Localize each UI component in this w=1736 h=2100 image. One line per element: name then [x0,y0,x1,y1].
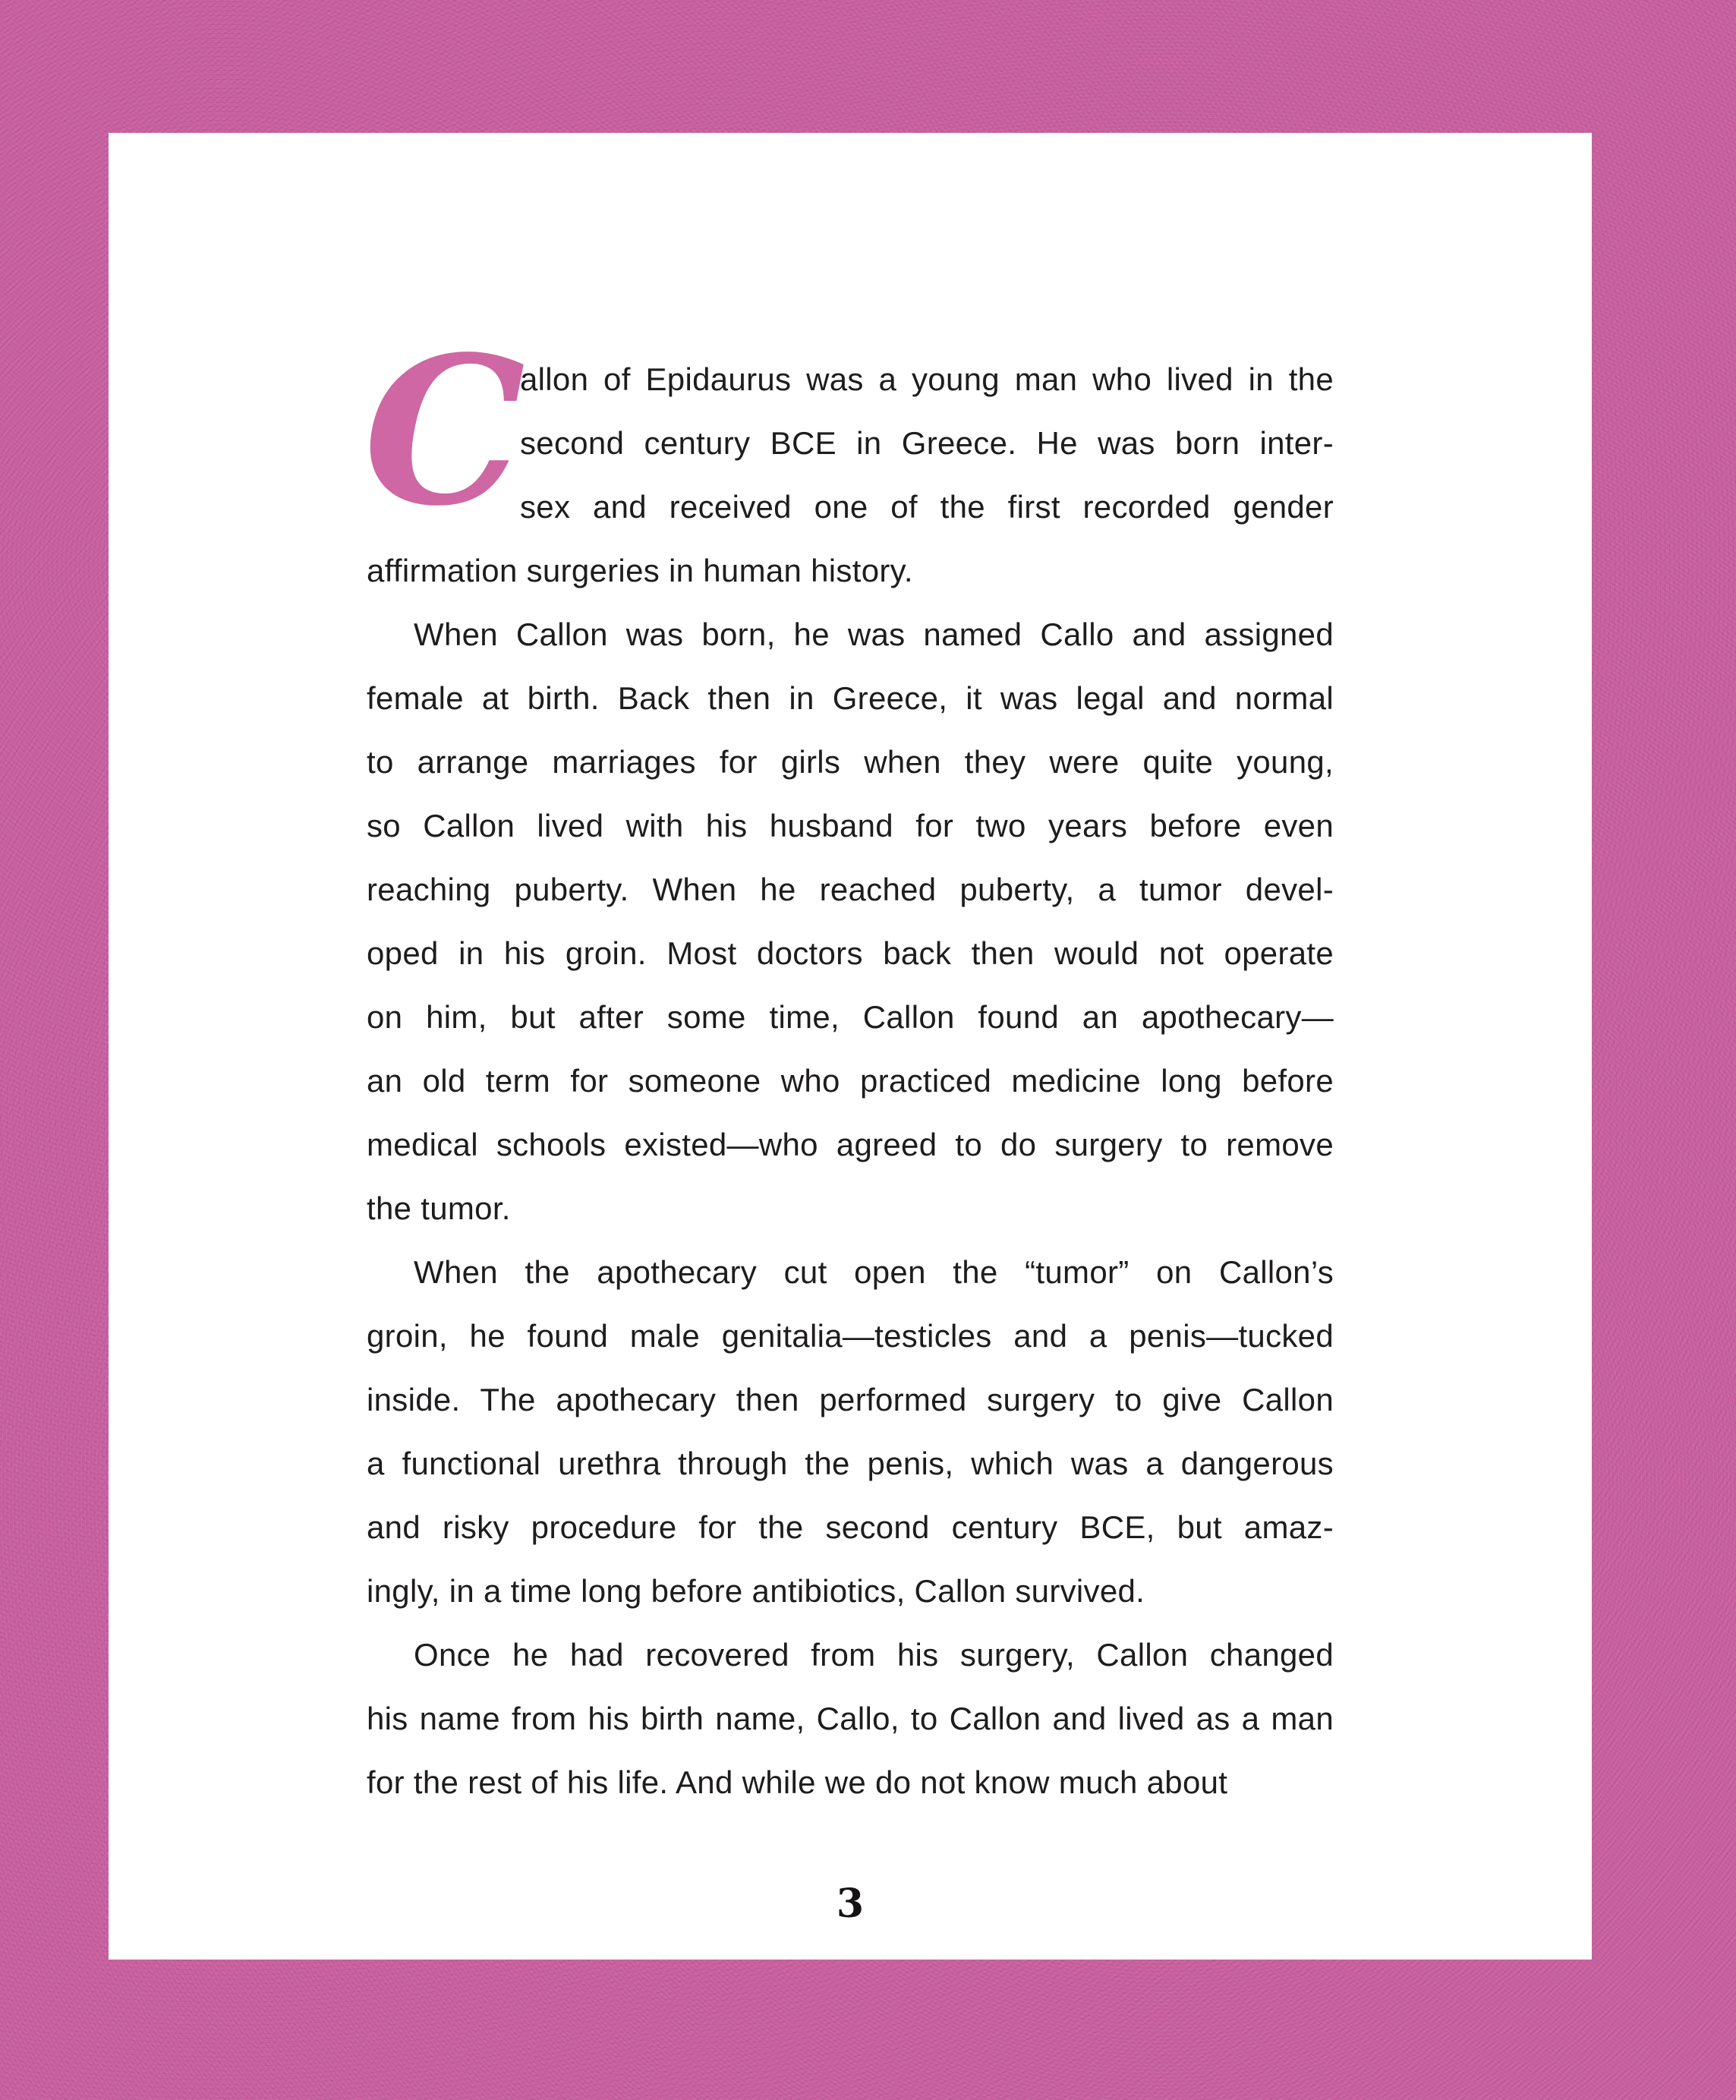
text-line: second century BCE in Greece. He was born inter- [520,425,1334,461]
text-line: to arrange marriages for girls when they were quite young, [367,744,1334,780]
paragraph-surgery [367,1241,1334,1623]
text-line: female at birth. Back then in Greece, it was legal and normal [367,680,1334,716]
text-line: groin, he found male genitalia—testicles and a penis—tucked [367,1318,1334,1354]
text-line: the tumor. [367,1190,511,1226]
text-line: affirmation surgeries in human history. [367,553,913,588]
text-line: ingly, in a time long before antibiotics, Callon survived. [367,1573,1145,1609]
page-text [364,312,1334,1815]
text-line: inside. The apothecary then performed surgery to give Callon [367,1382,1334,1417]
text-line: When Callon was born, he was named Callo and assigned [414,616,1334,652]
text-line: a functional urethra through the penis, which was a dangerous [367,1446,1334,1481]
paragraph-birth [367,603,1334,1241]
book-page [109,133,1592,1960]
text-line: reaching puberty. When he reached puberty, a tumor devel- [367,872,1334,907]
paragraph-opening [364,312,1334,603]
text-line: When the apothecary cut open the “tumor” on Callon’s [414,1254,1334,1290]
text-line: for the rest of his life. And while we do not know much about [367,1764,1228,1800]
drop-cap-letter: C [364,312,526,551]
text-line: oped in his groin. Most doctors back then would not operate [367,935,1334,971]
text-line: medical schools existed—who agreed to do surgery to remove [367,1127,1334,1162]
paragraph-recovery [367,1623,1334,1815]
text-line: Once he had recovered from his surgery, Callon changed [414,1637,1334,1673]
text-line: an old term for someone who practiced medicine long before [367,1063,1334,1099]
text-line: on him, but after some time, Callon found an apothecary— [367,999,1334,1035]
text-line: his name from his birth name, Callo, to Callon and lived as a man [367,1701,1334,1736]
text-line: and risky procedure for the second century BCE, but amaz- [367,1509,1334,1545]
text-line: so Callon lived with his husband for two years before even [367,808,1334,843]
page-number: 3 [836,1881,865,1927]
text-line: sex and received one of the first recorded gender [520,489,1334,525]
text-line: allon of Epidaurus was a young man who lived in the [520,361,1334,397]
